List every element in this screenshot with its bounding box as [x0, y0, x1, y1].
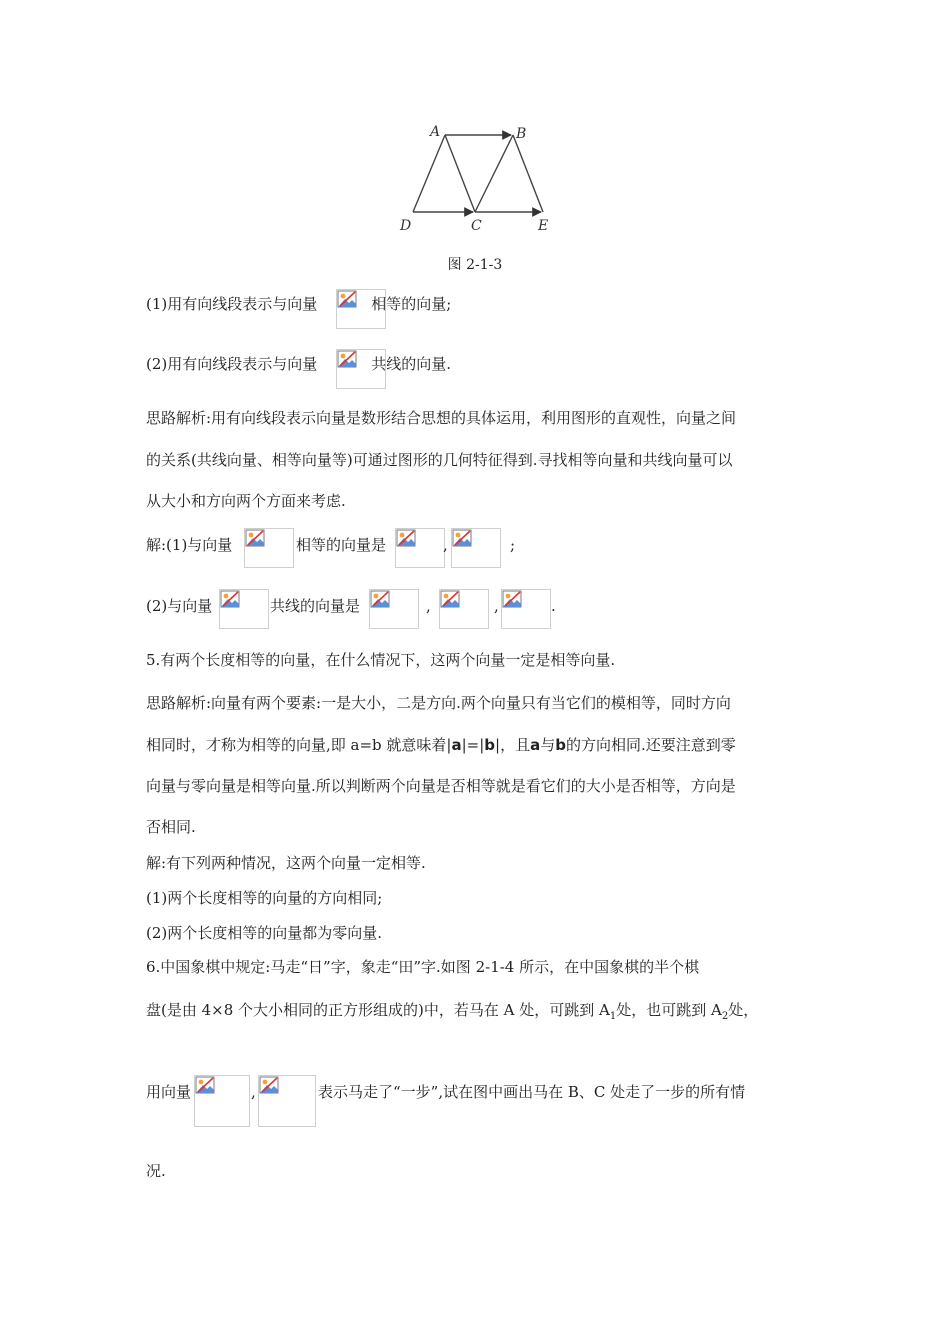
- solution-2-part-b: 共线的向量是: [270, 597, 361, 615]
- problem-6-line-3-comma: ,: [251, 1083, 256, 1101]
- problem-6-line-4: 况.: [146, 1162, 166, 1180]
- analysis-1-line-2: 的关系(共线向量、相等向量等)可通过图形的几何特征得到.寻找相等向量和共线向量可以: [146, 451, 733, 469]
- question-1: (1)用有向线段表示与向量 相等的向量;: [146, 295, 452, 313]
- segment-be: [513, 135, 543, 212]
- solution-3: 解:有下列两种情况，这两个向量一定相等.: [146, 854, 426, 872]
- geometry-figure: [395, 120, 555, 238]
- solution-2: (2)与向量: [146, 597, 213, 615]
- problem-6-line-3: 用向量: [146, 1083, 192, 1101]
- solution-3-case-2: (2)两个长度相等的向量都为零向量.: [146, 924, 383, 942]
- analysis-2-line-1: 思路解析:向量有两个要素:一是大小，二是方向.两个向量只有当它们的模相等，同时方向: [146, 694, 731, 712]
- label-a: A: [430, 124, 441, 140]
- problem-6-line-2: 盘(是由 4×8 个大小相同的正方形组成的)中，若马在 A 处，可跳到 $A_1$处，也可跳到 $A_2$处，: [146, 1001, 759, 1022]
- analysis-1-line-3: 从大小和方向两个方面来考虑.: [146, 492, 346, 510]
- solution-2-end: .: [551, 597, 556, 615]
- label-c: C: [471, 218, 482, 234]
- problem-5: 5.有两个长度相等的向量，在什么情况下，这两个向量一定是相等向量.: [146, 651, 616, 669]
- solution-1: 解:(1)与向量: [146, 536, 233, 554]
- solution-1-end: ;: [510, 536, 516, 554]
- segment-da: [413, 135, 445, 212]
- segment-cb: [475, 135, 513, 212]
- analysis-2-line-2: 相同时，才称为相等的向量,即 a=b 就意味着|a|=|b|，且a与b的方向相同.还要注意到零: [146, 736, 736, 754]
- solution-1-comma: ,: [443, 536, 448, 554]
- figure-caption: 图 2-1-3: [447, 257, 503, 273]
- label-d: D: [400, 218, 412, 234]
- segment-ac: [445, 135, 475, 212]
- label-b: B: [516, 126, 527, 142]
- question-2: (2)用有向线段表示与向量 共线的向量.: [146, 355, 452, 373]
- problem-6-line-1: 6.中国象棋中规定:马走“日”字，象走“田”字.如图 2-1-4 所示，在中国象棋的半个棋: [146, 958, 700, 976]
- label-e: E: [538, 218, 549, 234]
- solution-1-part-b: 相等的向量是: [296, 536, 387, 554]
- solution-2-comma-1: ,: [426, 597, 431, 615]
- analysis-2-line-3: 向量与零向量是相等向量.所以判断两个向量是否相等就是看它们的大小是否相等，方向是: [146, 777, 736, 795]
- solution-2-comma-2: ,: [494, 597, 499, 615]
- analysis-1-line-1: 思路解析:用有向线段表示向量是数形结合思想的具体运用，利用图形的直观性，向量之间: [146, 409, 737, 427]
- solution-3-case-1: (1)两个长度相等的向量的方向相同;: [146, 889, 383, 907]
- analysis-2-line-4: 否相同.: [146, 818, 196, 836]
- problem-6-line-3-rest: 表示马走了“一步”,试在图中画出马在 B、C 处走了一步的所有情: [318, 1083, 746, 1101]
